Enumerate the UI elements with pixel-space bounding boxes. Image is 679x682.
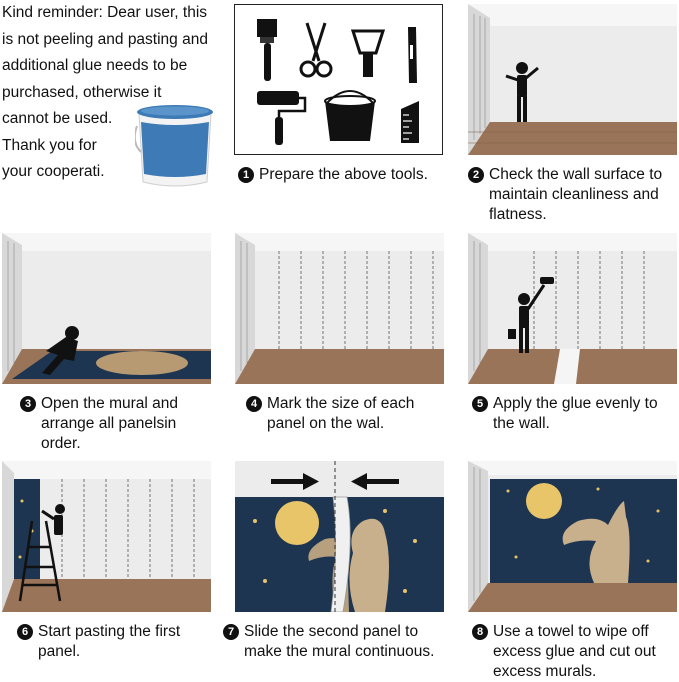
scissors-icon <box>301 23 331 76</box>
step-8-caption: 8 Use a towel to wipe off excess glue and cut out excess murals. <box>472 622 656 682</box>
tools-panel <box>234 4 443 155</box>
paint-roller-icon <box>257 91 305 145</box>
step-4-caption: 4 Mark the size of each panel on the wal. <box>246 394 414 434</box>
step-number: 7 <box>223 624 239 640</box>
reminder-line: additional glue needs to be <box>2 57 188 74</box>
scene-slide-panel <box>235 461 444 612</box>
step-5-caption: 5 Apply the glue evenly to the wall. <box>472 394 658 434</box>
step-number: 4 <box>246 396 262 412</box>
step-number: 8 <box>472 624 488 640</box>
ruler-icon <box>401 101 419 143</box>
scene-check-wall <box>468 4 677 155</box>
scene-mark-panels <box>235 233 444 384</box>
step-1-caption: 1 Prepare the above tools. <box>238 165 428 185</box>
putty-knife-icon <box>353 31 383 77</box>
reminder-line: Thank you for <box>2 136 97 154</box>
reminder-line: is not peeling and pasting and <box>2 30 208 48</box>
reminder-line: your cooperati. <box>2 163 105 180</box>
glue-bucket-image <box>135 102 215 188</box>
step-number: 6 <box>17 624 33 640</box>
step-number: 3 <box>20 396 36 412</box>
scene-finished-mural <box>468 461 677 612</box>
step-7-caption: 7 Slide the second panel to make the mural continuous. <box>223 622 434 662</box>
step-2-caption: 2 Check the wall surface to maintain cleanliness and flatness. <box>468 165 662 225</box>
scene-open-mural <box>2 233 211 384</box>
scene-apply-glue <box>468 233 677 384</box>
step-number: 5 <box>472 396 488 412</box>
reminder-line: Kind reminder: Dear user, this <box>2 4 208 21</box>
step-3-caption: 3 Open the mural and arrange all panelsin order. <box>20 394 178 454</box>
glue-bucket-icon <box>325 91 375 141</box>
step-6-caption: 6 Start pasting the first panel. <box>17 622 180 662</box>
reminder-line: purchased, otherwise it <box>2 83 162 101</box>
scene-start-pasting <box>2 461 211 612</box>
step-number: 2 <box>468 167 484 183</box>
reminder-line: cannot be used. <box>2 110 113 127</box>
step-number: 1 <box>238 167 254 183</box>
paint-brush-icon <box>257 19 277 81</box>
utility-knife-icon <box>408 27 417 83</box>
